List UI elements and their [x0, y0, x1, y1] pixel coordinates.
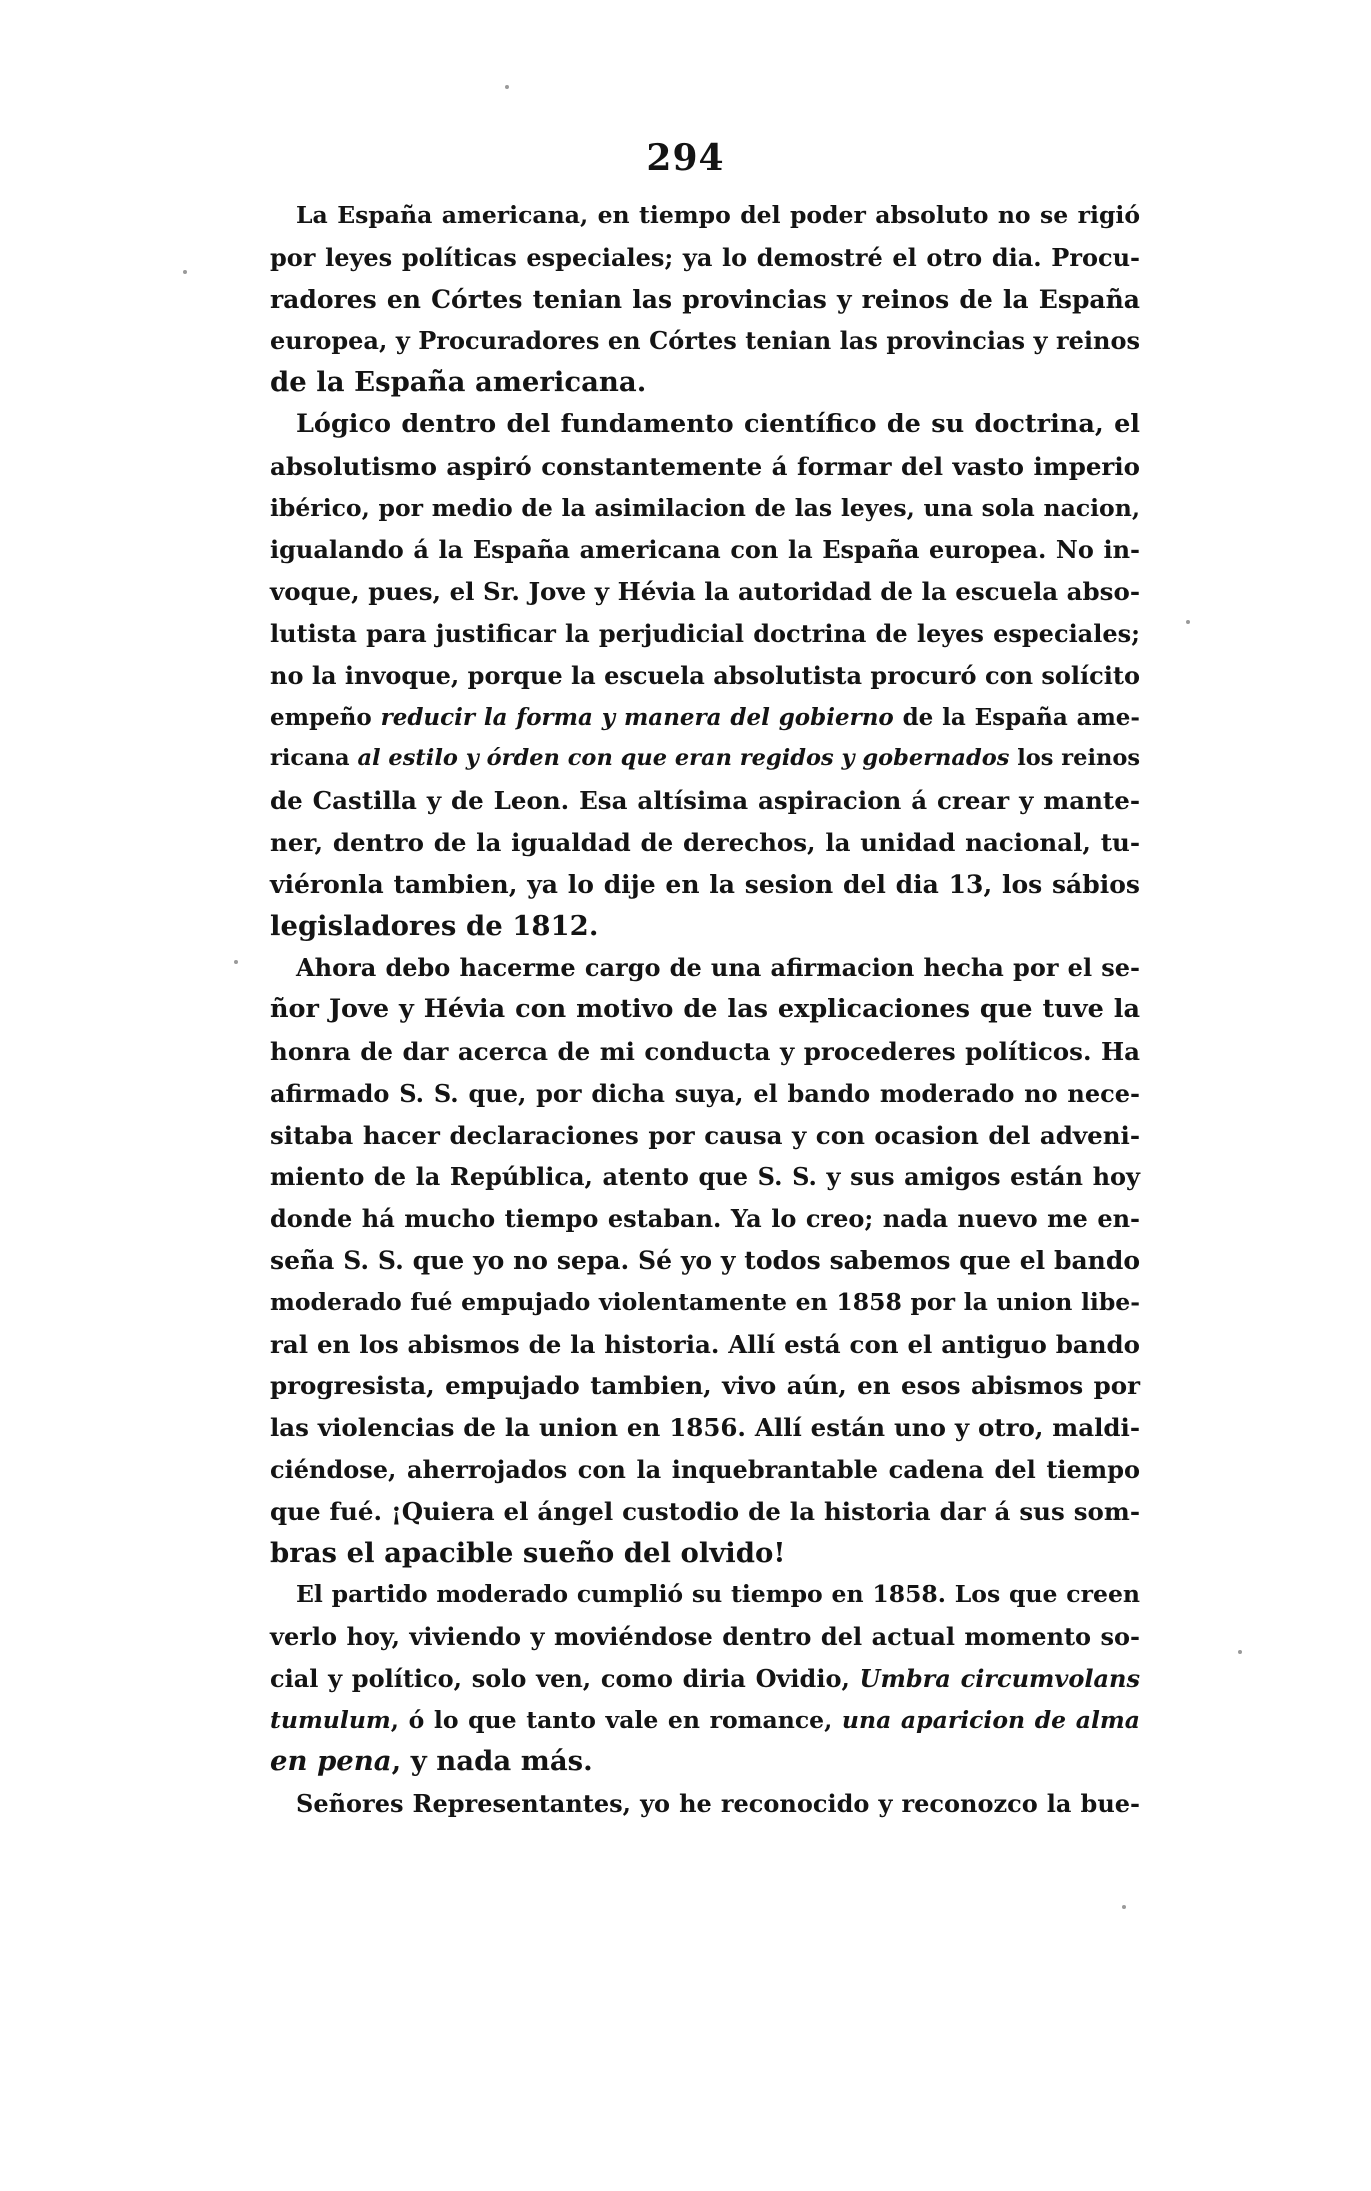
text-line [270, 404, 1140, 446]
paper-speck [505, 85, 509, 89]
text-line [270, 1533, 1140, 1575]
text-segment: los reinos [1009, 745, 1141, 772]
text-segment: ner, dentro de la igualdad de derechos, la unidad nacional, tu- [270, 827, 1140, 857]
text-segment: honra de dar acerca de mi conducta y procederes políticos. Ha [270, 1036, 1140, 1066]
italic-phrase: en pena [270, 1745, 392, 1778]
paper-speck [1238, 1650, 1242, 1654]
text-line [270, 1449, 1140, 1491]
text-segment: moderado fué empujado violentamente en 1858 por la union libe- [270, 1287, 1140, 1316]
text-line [270, 864, 1140, 906]
text-line [270, 697, 1140, 739]
text-segment: ciéndose, aherrojados con la inquebrantable cadena del tiempo [270, 1454, 1140, 1484]
text-segment: que fué. ¡Quiera el ángel custodio de la historia dar á sus som- [270, 1496, 1140, 1526]
text-line [270, 1700, 1140, 1742]
text-line [270, 1616, 1140, 1658]
text-line [270, 1198, 1140, 1240]
text-segment: miento de la República, atento que S. S. y sus amigos están hoy [270, 1162, 1140, 1192]
text-line [270, 655, 1140, 697]
text-line [270, 1365, 1140, 1407]
text-segment: voque, pues, el Sr. Jove y Hévia la autoridad de la escuela abso- [270, 577, 1140, 607]
paper-speck [1122, 1905, 1126, 1909]
italic-phrase: reducir la forma y manera del gobierno [380, 703, 894, 731]
text-segment: lutista para justificar la perjudicial doctrina de leyes especiales; [270, 618, 1140, 648]
text-segment: de la España ame- [893, 703, 1140, 731]
text-line [270, 1407, 1140, 1449]
text-segment: bras el apacible sueño del olvido! [270, 1536, 786, 1569]
text-segment: donde há mucho tiempo estaban. Ya lo creo; nada nuevo me en- [270, 1204, 1140, 1234]
text-segment: de la España americana. [270, 366, 647, 399]
text-line [270, 822, 1140, 864]
text-segment: La España americana, en tiempo del poder absoluto no se rigió [296, 201, 1140, 229]
text-line [270, 279, 1140, 321]
text-segment: por leyes políticas especiales; ya lo demostré el otro dia. Procu- [270, 242, 1140, 272]
text-line [270, 613, 1140, 655]
text-line [270, 571, 1140, 613]
italic-phrase: tumulum [270, 1705, 391, 1734]
text-line [270, 320, 1140, 362]
text-line [270, 362, 1140, 404]
text-line [270, 446, 1140, 488]
text-line [270, 1073, 1140, 1115]
text-segment: Señores Representantes, yo he reconocido y reconozco la bue- [296, 1789, 1140, 1819]
paper-speck [234, 960, 238, 964]
text-segment: legisladores de 1812. [270, 909, 599, 942]
text-segment: de Castilla y de Leon. Esa altísima aspiracion á crear y mante- [270, 786, 1140, 816]
text-segment: viéronla tambien, ya lo dije en la sesion del dia 13, los sábios [270, 869, 1140, 899]
text-segment: no la invoque, porque la escuela absolutista procuró con solícito [270, 660, 1140, 690]
text-segment: Ahora debo hacerme cargo de una afirmacion hecha por el se- [296, 953, 1140, 983]
text-segment: europea, y Procuradores en Córtes tenian las provincias y reinos [270, 326, 1140, 356]
text-segment: las violencias de la union en 1856. Allí están uno y otro, maldi- [270, 1413, 1140, 1443]
paper-speck [1186, 620, 1190, 624]
text-line [270, 1491, 1140, 1533]
page-number: 294 [646, 137, 725, 179]
paper-speck [183, 270, 187, 274]
text-line [270, 906, 1140, 948]
body-text [270, 195, 1140, 1825]
text-line [270, 1115, 1140, 1157]
text-segment: empeño [270, 703, 381, 731]
text-segment: sitaba hacer declaraciones por causa y con ocasion del adveni- [270, 1120, 1140, 1150]
text-line [270, 947, 1140, 989]
text-segment: igualando á la España americana con la España europea. No in- [270, 535, 1140, 565]
text-line [270, 1240, 1140, 1282]
text-line [270, 195, 1140, 237]
text-line [270, 989, 1140, 1031]
text-line [270, 488, 1140, 530]
text-line [270, 1741, 1140, 1783]
italic-phrase: al estilo y órden con que eran regidos y gobernados [357, 745, 1010, 772]
text-segment: ricana [270, 745, 358, 772]
italic-phrase: una aparicion de alma [841, 1705, 1141, 1734]
text-segment: ñor Jove y Hévia con motivo de las explicaciones que tuve la [270, 994, 1140, 1025]
text-segment: ibérico, por medio de la asimilacion de las leyes, una sola nacion, [270, 493, 1140, 522]
text-segment: ral en los abismos de la historia. Allí está con el antiguo bando [270, 1329, 1140, 1359]
text-segment: , ó lo que tanto vale en romance, [390, 1705, 842, 1734]
text-line [270, 1783, 1140, 1825]
text-segment: cial y político, solo ven, como diria Ovidio, [270, 1663, 860, 1693]
text-segment: afirmado S. S. que, por dicha suya, el bando moderado no nece- [270, 1078, 1140, 1108]
text-line [270, 1282, 1140, 1324]
text-line [270, 780, 1140, 822]
text-segment: progresista, empujado tambien, vivo aún, en esos abismos por [270, 1371, 1140, 1401]
text-segment: , y nada más. [391, 1745, 593, 1778]
italic-phrase: Umbra circumvolans [859, 1663, 1140, 1693]
text-line [270, 237, 1140, 279]
text-line [270, 529, 1140, 571]
text-line [270, 738, 1140, 780]
text-segment: absolutismo aspiró constantemente á formar del vasto imperio [270, 451, 1140, 481]
text-line [270, 1031, 1140, 1073]
text-segment: Lógico dentro del fundamento científico de su doctrina, el [296, 408, 1140, 439]
text-segment: El partido moderado cumplió su tiempo en 1858. Los que creen [296, 1580, 1140, 1609]
text-segment: seña S. S. que yo no sepa. Sé yo y todos sabemos que el bando [270, 1245, 1140, 1275]
text-line [270, 1658, 1140, 1700]
text-line [270, 1156, 1140, 1198]
text-segment: verlo hoy, viviendo y moviéndose dentro del actual momento so- [270, 1622, 1140, 1652]
text-line [270, 1574, 1140, 1616]
text-segment: radores en Córtes tenian las provincias y reinos de la España [270, 284, 1140, 314]
text-line [270, 1324, 1140, 1366]
